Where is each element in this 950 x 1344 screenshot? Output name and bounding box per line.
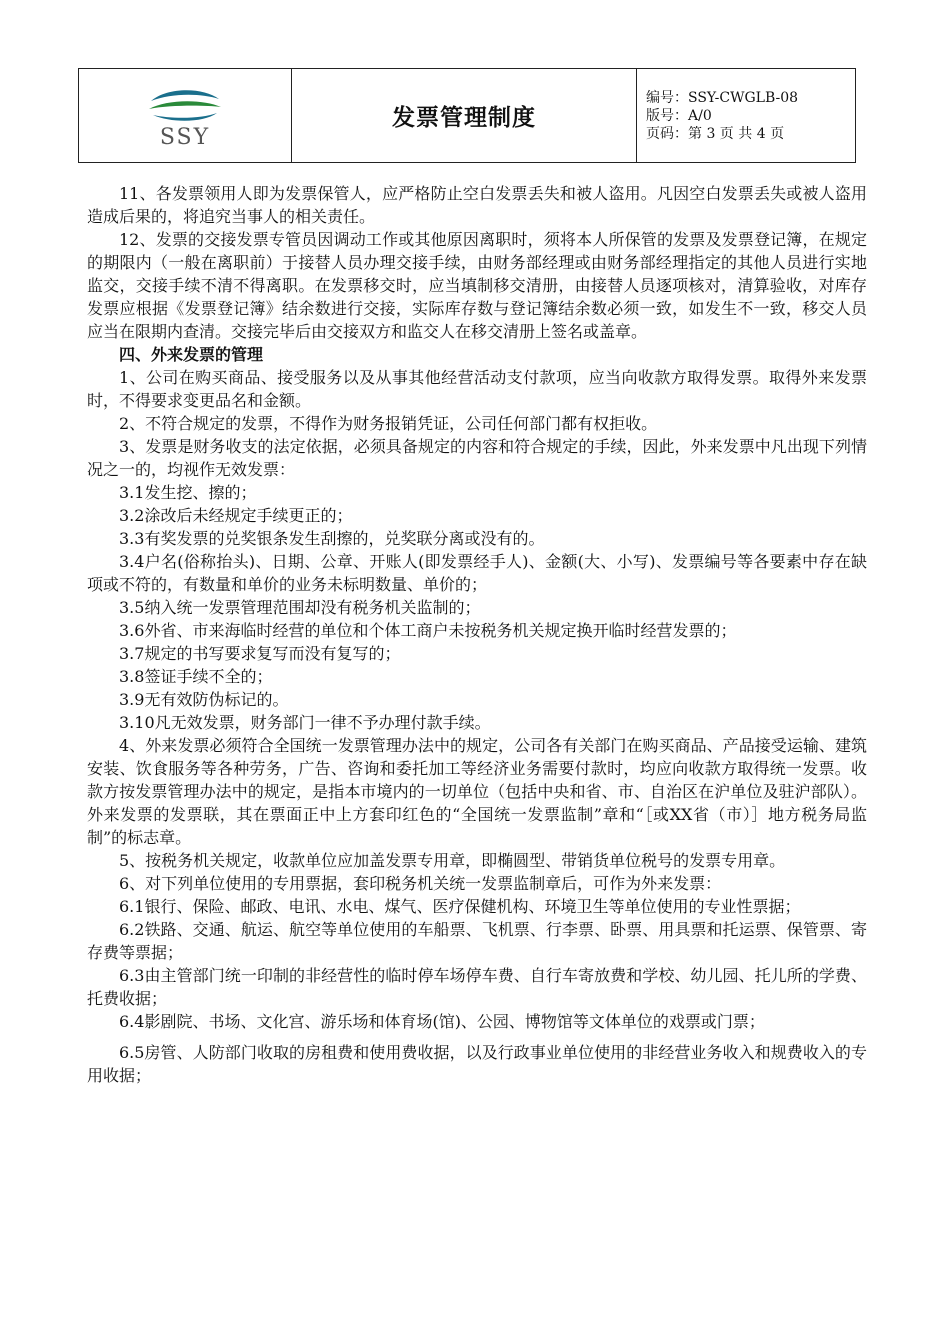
- list-item: 6.3由主管部门统一印制的非经营性的临时停车场停车费、自行车寄放费和学校、幼儿园、托儿所的学费、托费收据；: [87, 966, 867, 1008]
- list-item: 3.8签证手续不全的；: [119, 667, 273, 686]
- paragraph: 2、不符合规定的发票，不得作为财务报销凭证，公司任何部门都有权拒收。: [119, 414, 658, 433]
- list-item: 3.3有奖发票的兑奖银条发生刮擦的，兑奖联分离或没有的。: [119, 529, 545, 548]
- paragraph: 4、外来发票必须符合全国统一发票管理办法中的规定，公司各有关部门在购买商品、产品接受运输、建筑安装、饮食服务等各种劳务，广告、咨询和委托加工等经济业务需要付款时，均应向收款方取得统一发票。收款方按发票管理办法中的规定，是指本市境内的一切单位（包括中央和省、市、自治区在沪单位及驻沪部队）。外来发票的发票联，其在票面正中上方套印红色的“全国统一发票监制”章和“［或XX省（市）］地方税务局监制”的标志章。: [87, 736, 867, 847]
- page-number: 页码：第 3 页 共 4 页: [646, 126, 785, 142]
- list-item: 3.4户名(俗称抬头)、日期、公章、开账人(即发票经手人)、金额(大、小写)、发票编号等各要素中存在缺项或不符的，有数量和单价的业务未标明数量、单价的；: [87, 552, 867, 594]
- paragraph: 1、公司在购买商品、接受服务以及从事其他经营活动支付款项，应当向收款方取得发票。取得外来发票时，不得要求变更品名和金额。: [87, 368, 867, 410]
- ssy-logo-icon: [145, 89, 225, 125]
- list-item: 6.1银行、保险、邮政、电讯、水电、煤气、医疗保健机构、环境卫生等单位使用的专业性票据；: [119, 897, 801, 916]
- list-item: 3.10凡无效发票，财务部门一律不予办理付款手续。: [119, 713, 491, 732]
- document-header: [78, 68, 856, 163]
- list-item: 3.5纳入统一发票管理范围却没有税务机关监制的；: [119, 598, 481, 617]
- document-body: [87, 182, 867, 1087]
- logo-text: SSY: [159, 125, 211, 150]
- list-item: 6.5房管、人防部门收取的房租费和使用费收据，以及行政事业单位使用的非经营业务收入和规费收入的专用收据；: [87, 1043, 867, 1085]
- document-version: 版号：A/0: [646, 108, 712, 124]
- list-item: 3.7规定的书写要求复写而没有复写的；: [119, 644, 401, 663]
- list-item: 3.1发生挖、擦的；: [119, 483, 257, 502]
- list-item: 3.9无有效防伪标记的。: [119, 690, 289, 709]
- paragraph: 11、各发票领用人即为发票保管人，应严格防止空白发票丢失和被人盗用。凡因空白发票丢失或被人盗用造成后果的，将追究当事人的相关责任。: [87, 184, 867, 226]
- document-code: 编号：SSY-CWGLB-08: [646, 90, 799, 106]
- paragraph: 5、按税务机关规定，收款单位应加盖发票专用章，即椭圆型、带销货单位税号的发票专用章。: [119, 851, 786, 870]
- logo: [79, 69, 292, 162]
- list-item: 6.4影剧院、书场、文化宫、游乐场和体育场(馆)、公园、博物馆等文体单位的戏票或门票；: [119, 1012, 765, 1031]
- title-cell: [292, 69, 637, 162]
- list-item: 6.2铁路、交通、航运、航空等单位使用的车船票、飞机票、行李票、卧票、用具票和托运票、保管票、寄存费等票据；: [87, 920, 867, 962]
- list-item: 3.6外省、市来海临时经营的单位和个体工商户未按税务机关规定换开临时经营发票的；: [119, 621, 737, 640]
- paragraph: 3、发票是财务收支的法定依据，必须具备规定的内容和符合规定的手续，因此，外来发票中凡出现下列情况之一的，均视作无效发票：: [87, 437, 867, 479]
- section-heading: 四、外来发票的管理: [119, 345, 264, 364]
- meta-cell: [637, 69, 855, 162]
- paragraph: 12、发票的交接发票专管员因调动工作或其他原因离职时，须将本人所保管的发票及发票登记簿，在规定的期限内（一般在离职前）于接替人员办理交接手续，由财务部经理或由财务部经理指定的其他人员进行实地监交，交接手续不清不得离职。在发票移交时，应当填制移交清册，由接替人员逐项核对，清算验收，对库存发票应根据《发票登记簿》结余数进行交接，实际库存数与登记簿结余数必须一致，如发生不一致，移交人员应当在限期内查清。交接完毕后由交接双方和监交人在移交清册上签名或盖章。: [87, 230, 867, 341]
- paragraph: 6、对下列单位使用的专用票据，套印税务机关统一发票监制章后，可作为外来发票：: [119, 874, 722, 893]
- list-item: 3.2涂改后未经规定手续更正的；: [119, 506, 353, 525]
- document-title: 发票管理制度: [392, 105, 536, 131]
